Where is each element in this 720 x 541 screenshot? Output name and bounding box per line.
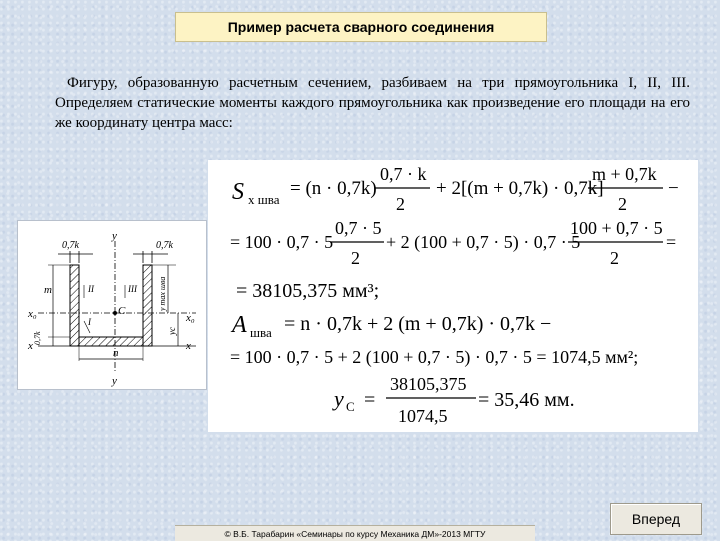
weld-region-right bbox=[143, 265, 152, 346]
weld-region-left bbox=[70, 265, 79, 346]
line1-part1: = (n · 0,7k) bbox=[290, 178, 377, 199]
line6-result: = 35,46 мм. bbox=[478, 389, 575, 411]
line2-frac1-den: 2 bbox=[351, 248, 360, 268]
line6-frac-den: 1074,5 bbox=[398, 406, 448, 426]
centroid-label: C bbox=[118, 305, 126, 317]
x0-left-label: x₀ bbox=[28, 308, 37, 320]
line1-frac2-num: m + 0,7k bbox=[592, 164, 657, 184]
y-max-shva-label: y max шва bbox=[158, 276, 167, 311]
bottom-weld-label: 0,7k bbox=[33, 331, 42, 345]
line6-frac-num: 38105,375 bbox=[390, 374, 467, 394]
line2-part2: + 2 (100 + 0,7 · 5) · 0,7 · 5 bbox=[386, 232, 581, 252]
axis-y-top-label: y bbox=[112, 230, 117, 242]
line4-text: = n · 0,7k + 2 (m + 0,7k) · 0,7k − bbox=[284, 313, 552, 335]
line1-part2: + 2[(m + 0,7k) · 0,7k] bbox=[436, 178, 604, 199]
axis-y-bottom-label: y bbox=[112, 375, 117, 387]
weld-section-drawing bbox=[18, 221, 206, 389]
footer-copyright bbox=[175, 525, 535, 541]
intro-text: Фигуру, образованную расчетным сечением, разбиваем на три прямоугольника I, II, III. Определяем статические моменты каждого прямоугольника как произведение его площади на его же координату центра масс: bbox=[55, 75, 690, 131]
y-symbol: y bbox=[334, 386, 344, 411]
line1-frac1-den: 2 bbox=[396, 194, 405, 214]
formula-panel bbox=[208, 160, 698, 432]
slide-title bbox=[175, 12, 547, 42]
left-weld-label: 0,7k bbox=[62, 240, 79, 251]
line2-frac2-num: 100 + 0,7 · 5 bbox=[570, 218, 663, 238]
formula-line-6 bbox=[332, 374, 575, 426]
y-subscript: C bbox=[346, 399, 355, 414]
line1-frac1-num: 0,7 · k bbox=[380, 164, 427, 184]
line2-tail: = bbox=[666, 232, 677, 252]
next-button[interactable] bbox=[610, 503, 702, 535]
weld-region-bottom bbox=[79, 337, 143, 346]
next-button-label: Вперед bbox=[631, 511, 681, 527]
formula-line-3: = 38105,375 мм³; bbox=[236, 280, 380, 302]
x-right-label: x bbox=[186, 340, 191, 352]
formula-line-1 bbox=[232, 164, 679, 214]
weld-section-figure bbox=[17, 220, 207, 390]
x-left-label: x bbox=[28, 340, 33, 352]
a-subscript: шва bbox=[250, 325, 272, 340]
s-subscript: x шва bbox=[248, 192, 280, 207]
line2-frac1-num: 0,7 · 5 bbox=[335, 218, 382, 238]
m-label: m bbox=[44, 284, 52, 296]
formula-line-4 bbox=[230, 312, 551, 340]
region-label-3: III bbox=[128, 284, 137, 294]
region-label-2: II bbox=[88, 284, 94, 294]
line1-tail: − bbox=[668, 178, 679, 199]
s-symbol: S bbox=[232, 179, 244, 205]
n-label: n bbox=[113, 347, 119, 359]
line2-frac2-den: 2 bbox=[610, 248, 619, 268]
region-label-1: I bbox=[88, 317, 91, 327]
intro-paragraph bbox=[55, 73, 690, 133]
slide-title-text: Пример расчета сварного соединения bbox=[227, 19, 495, 35]
formula-line-2 bbox=[230, 218, 676, 268]
x0-right-label: x₀ bbox=[186, 312, 195, 324]
line6-eq: = bbox=[364, 389, 376, 411]
line1-frac2-den: 2 bbox=[618, 194, 627, 214]
formula-drawing bbox=[208, 160, 698, 432]
footer-text: © В.Б. Тарабарин «Семинары по курсу Механика ДМ»-2013 МГТУ bbox=[224, 528, 486, 539]
a-symbol: A bbox=[232, 312, 247, 338]
right-weld-label: 0,7k bbox=[156, 240, 173, 251]
yc-label: yc bbox=[167, 327, 177, 335]
line2-part1: = 100 · 0,7 · 5 bbox=[230, 232, 334, 252]
formula-line-5: = 100 · 0,7 · 5 + 2 (100 + 0,7 · 5) · 0,7 · 5 = 1074,5 мм²; bbox=[230, 347, 639, 367]
